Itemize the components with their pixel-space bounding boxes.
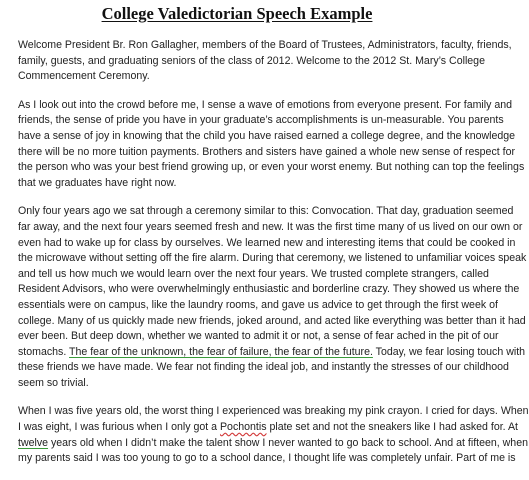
text-line-with-flagged-word (18, 436, 528, 452)
text-segment: years old when I didn’t make the talent show I never wanted to go back to school. And at fifteen, when (48, 436, 528, 449)
paragraph-childhood (18, 404, 529, 466)
text-line: the person who was your best friend growing up, or even your worst enemy. But nothing can top the feelings (18, 161, 525, 174)
text-line: As I look out into the crowd before me, I sense a wave of emotions from everyone present. For family and (18, 98, 513, 111)
text-line: ever been. But deep down, whether we wanted to admit it or not, a sense of fear ached in the pit of our (18, 330, 499, 343)
paragraph-emotions (18, 98, 525, 192)
text-line: essentials were on campus, like the laundry rooms, and gave us advice to get through the first week of (18, 298, 498, 311)
text-line: there will be no more tuition payments. Brothers and sisters have gained a whole new sense of respect for (18, 145, 515, 158)
grammar-flagged-word: twelve (18, 436, 49, 449)
text-line: friends, the sense of pride you have in your graduate’s accomplishments is un-measurable. You parents (18, 114, 504, 127)
text-line: these friends we have made. We fear not finding the ideal job, and instantly the stresses of our childhood (18, 361, 509, 374)
text-line: even had to wake up for class by ourselves. We learned new and interesting items that could be cooked in (18, 236, 516, 249)
document-body (18, 38, 529, 480)
text-segment: I was eight, I was furious when I only got a (18, 421, 220, 434)
document-title: College Valedictorian Speech Example (101, 4, 373, 23)
text-line-with-underline (18, 345, 526, 361)
misspelled-word: Pochontis (219, 421, 267, 434)
text-line: have a sense of joy in knowing that the child you have raised earned a college degree, and the knowledge (18, 129, 516, 142)
text-line: far away, and the next four years seemed fresh and new. It was the first time many of us lived on our own or (18, 220, 523, 233)
text-line: Only four years ago we sat through a ceremony similar to this: Convocation. That day, graduation seemed (18, 205, 514, 218)
text-line: Welcome President Br. Ron Gallagher, members of the Board of Trustees, Administrators, faculty, friends, (18, 39, 512, 51)
text-line-with-misspelling (18, 420, 518, 436)
text-line: seem so trivial. (18, 376, 89, 389)
paragraph-welcome (18, 38, 512, 85)
text-segment: plate set and not the sneakers like I had asked for. At (266, 421, 518, 434)
text-line: When I was five years old, the worst thing I experienced was breaking my pink crayon. I cried for days. When (18, 405, 529, 418)
text-line: my parents said I was too young to go to a school dance, I thought life was completely unfair. Part of me is (18, 452, 516, 465)
text-line: Resident Advisors, who were overwhelmingly enthusiastic and borderline crazy. They showed us where the (18, 283, 520, 296)
paragraph-convocation (18, 204, 527, 391)
text-line: the microwave without setting off the fire alarm. During that ceremony, we listened to unfamiliar voices speak (18, 252, 527, 265)
grammar-underlined-phrase: The fear of the unknown, the fear of failure, the fear of the future. (69, 345, 373, 358)
text-segment: Today, we fear losing touch with (372, 345, 526, 358)
text-line: family, guests, and graduating seniors of the class of 2012. Welcome to the 2012 St. Mary’s College (18, 54, 485, 67)
text-line: that we graduates have right now. (18, 176, 177, 189)
text-segment: stomachs. (18, 345, 70, 358)
text-line: Commencement Ceremony. (18, 70, 150, 83)
text-line: and tell us how much we would learn over the next four years. We trusted complete strangers, called (18, 267, 489, 280)
text-line: college. Many of us quickly made new friends, joked around, and acted like everything was better than it had (18, 314, 526, 327)
